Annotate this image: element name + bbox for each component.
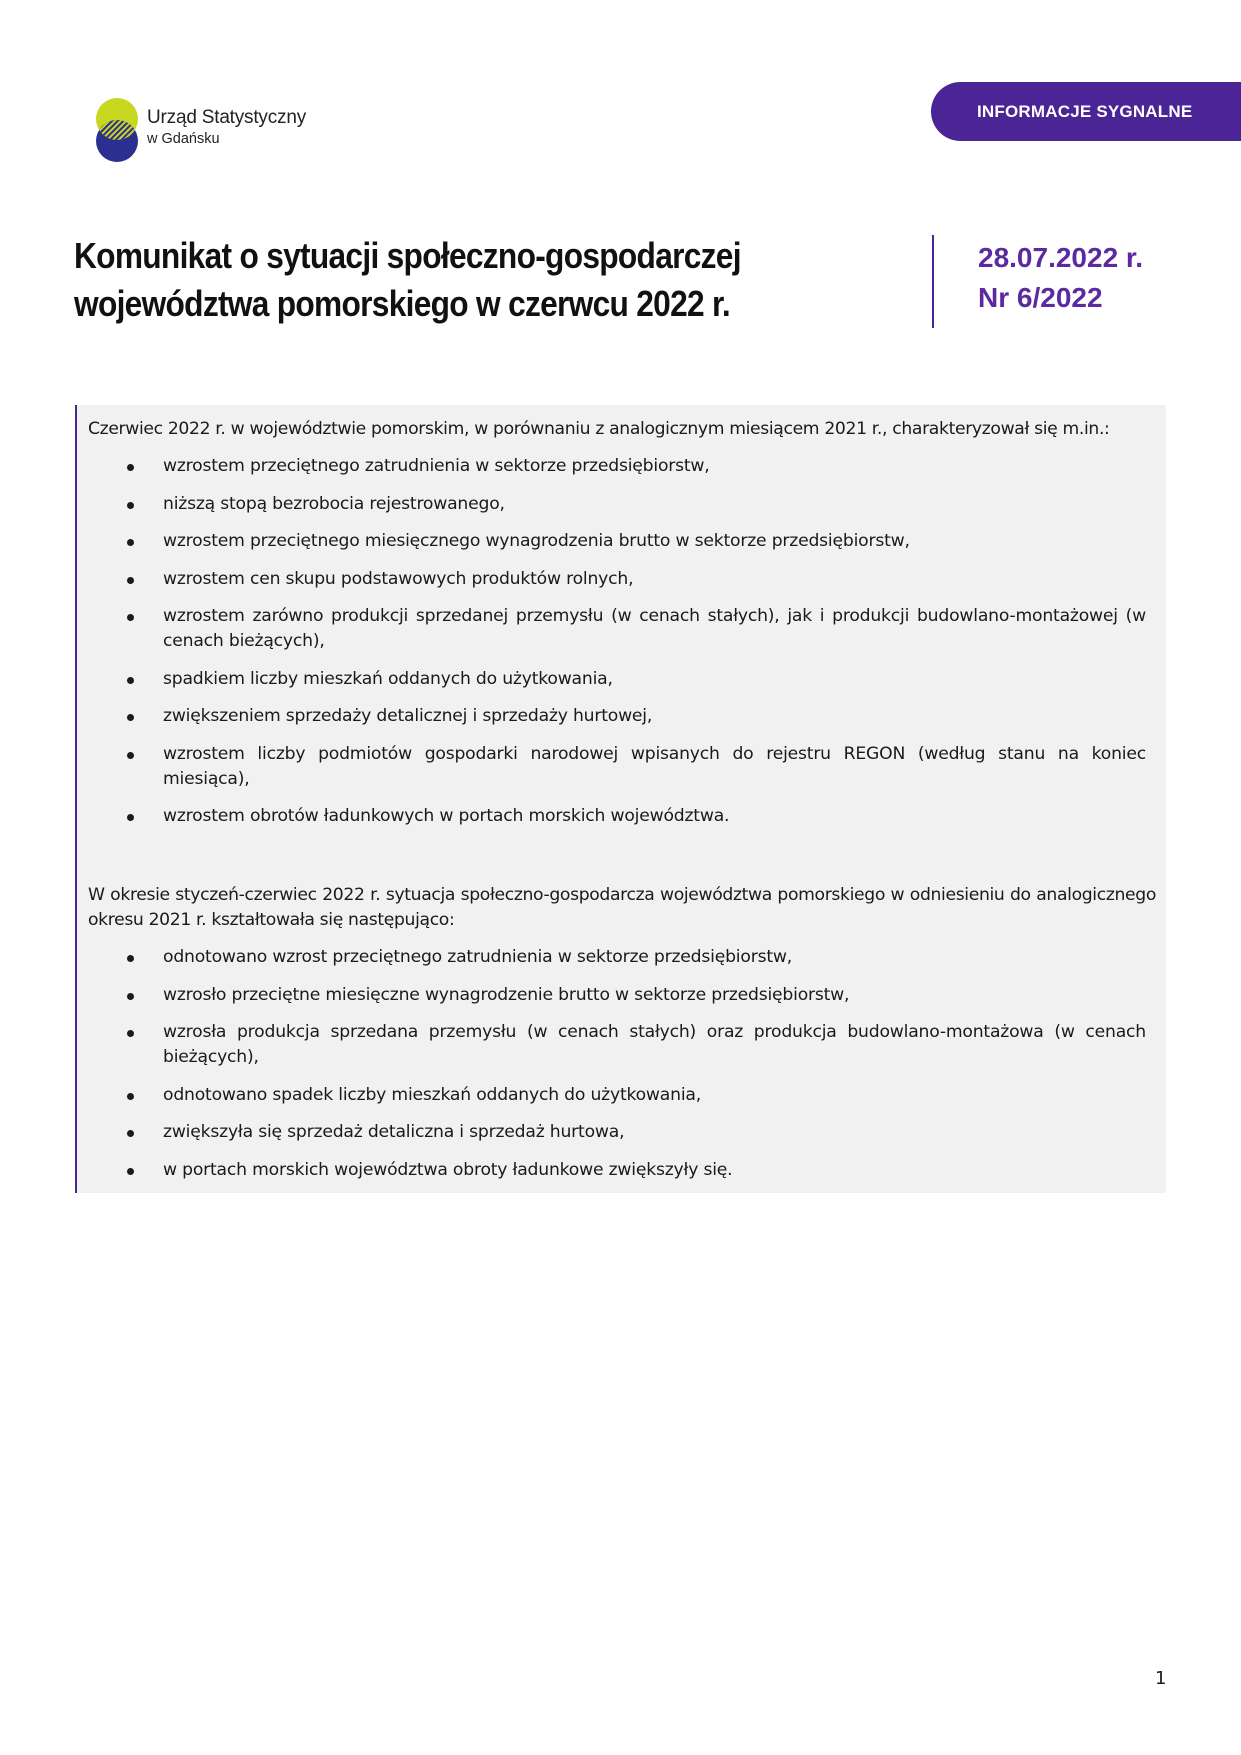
list-item: [77, 567, 1157, 592]
publication-date: 28.07.2022 r.: [978, 242, 1144, 273]
list-item: [77, 1083, 1157, 1108]
page-number: 1: [1155, 1668, 1167, 1689]
list-item: [77, 604, 1157, 654]
list-item-text: odnotowano wzrost przeciętnego zatrudnienia w sektorze przedsiębiorstw,: [163, 947, 792, 967]
title-divider: [932, 235, 934, 328]
logo-text-line1: Urząd Statystyczny: [147, 107, 307, 128]
list-item: [77, 667, 1157, 692]
list-item-text: wzrostem zarówno produkcji sprzedanej przemysłu (w cenach stałych), jak i produkcji budowlano-montażowej (w cenach bieżących),: [163, 606, 1146, 651]
list-item-text: wzrostem przeciętnego miesięcznego wynagrodzenia brutto w sektorze przedsiębiorstw,: [163, 531, 910, 551]
logo: [95, 97, 305, 163]
logo-circles-icon: [95, 97, 139, 163]
summary-list-half-year: [77, 945, 1157, 1195]
bullet-icon: [127, 1030, 134, 1037]
bullet-icon: [127, 955, 134, 962]
list-item-text: wzrostem liczby podmiotów gospodarki narodowej wpisanych do rejestru REGON (według stanu na koniec miesiąca),: [163, 743, 1146, 789]
bullet-icon: [127, 752, 134, 759]
bullet-icon: [127, 539, 134, 546]
bullet-icon: [127, 614, 134, 621]
title-line2: województwa pomorskiego w czerwcu 2022 r.: [74, 283, 730, 324]
list-item-text: zwiększyła się sprzedaż detaliczna i sprzedaż hurtowa,: [163, 1122, 625, 1142]
list-item: [77, 1158, 1157, 1183]
list-item-text: spadkiem liczby mieszkań oddanych do użytkowania,: [163, 668, 613, 689]
summary-box: [75, 405, 1166, 1193]
bullet-icon: [127, 993, 134, 1000]
list-item-text: wzrosła produkcja sprzedana przemysłu (w cenach stałych) oraz produkcja budowlano-montażowa (w cenach bieżących),: [163, 1022, 1146, 1067]
bullet-icon: [127, 677, 134, 684]
list-item: [77, 945, 1157, 970]
list-item-text: wzrostem obrotów ładunkowych w portach morskich województwa.: [163, 806, 730, 826]
list-item: [77, 529, 1157, 554]
list-item: [77, 1120, 1157, 1145]
issue-number: Nr 6/2022: [978, 282, 1103, 313]
list-item-text: w portach morskich województwa obroty ładunkowe zwiększyły się.: [163, 1159, 733, 1180]
list-item-text: niższą stopą bezrobocia rejestrowanego,: [163, 493, 505, 514]
list-item-text: zwiększeniem sprzedaży detalicznej i sprzedaży hurtowej,: [163, 706, 653, 726]
list-item: [77, 704, 1157, 729]
bullet-icon: [127, 1093, 134, 1100]
list-item-text: wzrosło przeciętne miesięczne wynagrodzenie brutto w sektorze przedsiębiorstw,: [163, 984, 850, 1005]
list-item: [77, 1020, 1157, 1070]
list-item: [77, 454, 1157, 479]
list-item: [77, 804, 1157, 829]
bullet-icon: [127, 714, 134, 721]
list-item: [77, 742, 1157, 792]
summary-intro-half-year: W okresie styczeń-czerwiec 2022 r. sytuacja społeczno-gospodarcza województwa pomorskiego w odniesieniu do analogicznego okresu 2021 r. kształtowała się następująco:: [88, 885, 1156, 930]
title-line1: Komunikat o sytuacji społeczno-gospodarczej: [74, 235, 741, 276]
bullet-icon: [127, 577, 134, 584]
list-item: [77, 983, 1157, 1008]
list-item-text: odnotowano spadek liczby mieszkań oddanych do użytkowania,: [163, 1084, 701, 1105]
bullet-icon: [127, 814, 134, 821]
bullet-icon: [127, 502, 134, 509]
summary-list-june: [77, 454, 1157, 842]
logo-text-line2: w Gdańsku: [147, 131, 220, 147]
summary-intro-june: Czerwiec 2022 r. w województwie pomorskim, w porównaniu z analogicznym miesiącem 2021 r., charakteryzował się m.in.:: [88, 419, 1110, 439]
list-item-text: wzrostem cen skupu podstawowych produktów rolnych,: [163, 568, 634, 589]
list-item: [77, 492, 1157, 517]
bullet-icon: [127, 1130, 134, 1137]
category-badge: INFORMACJE SYGNALNE: [931, 82, 1241, 141]
page-title: [74, 232, 778, 328]
bullet-icon: [127, 1168, 134, 1175]
list-item-text: wzrostem przeciętnego zatrudnienia w sektorze przedsiębiorstw,: [163, 456, 710, 476]
bullet-icon: [127, 464, 134, 471]
